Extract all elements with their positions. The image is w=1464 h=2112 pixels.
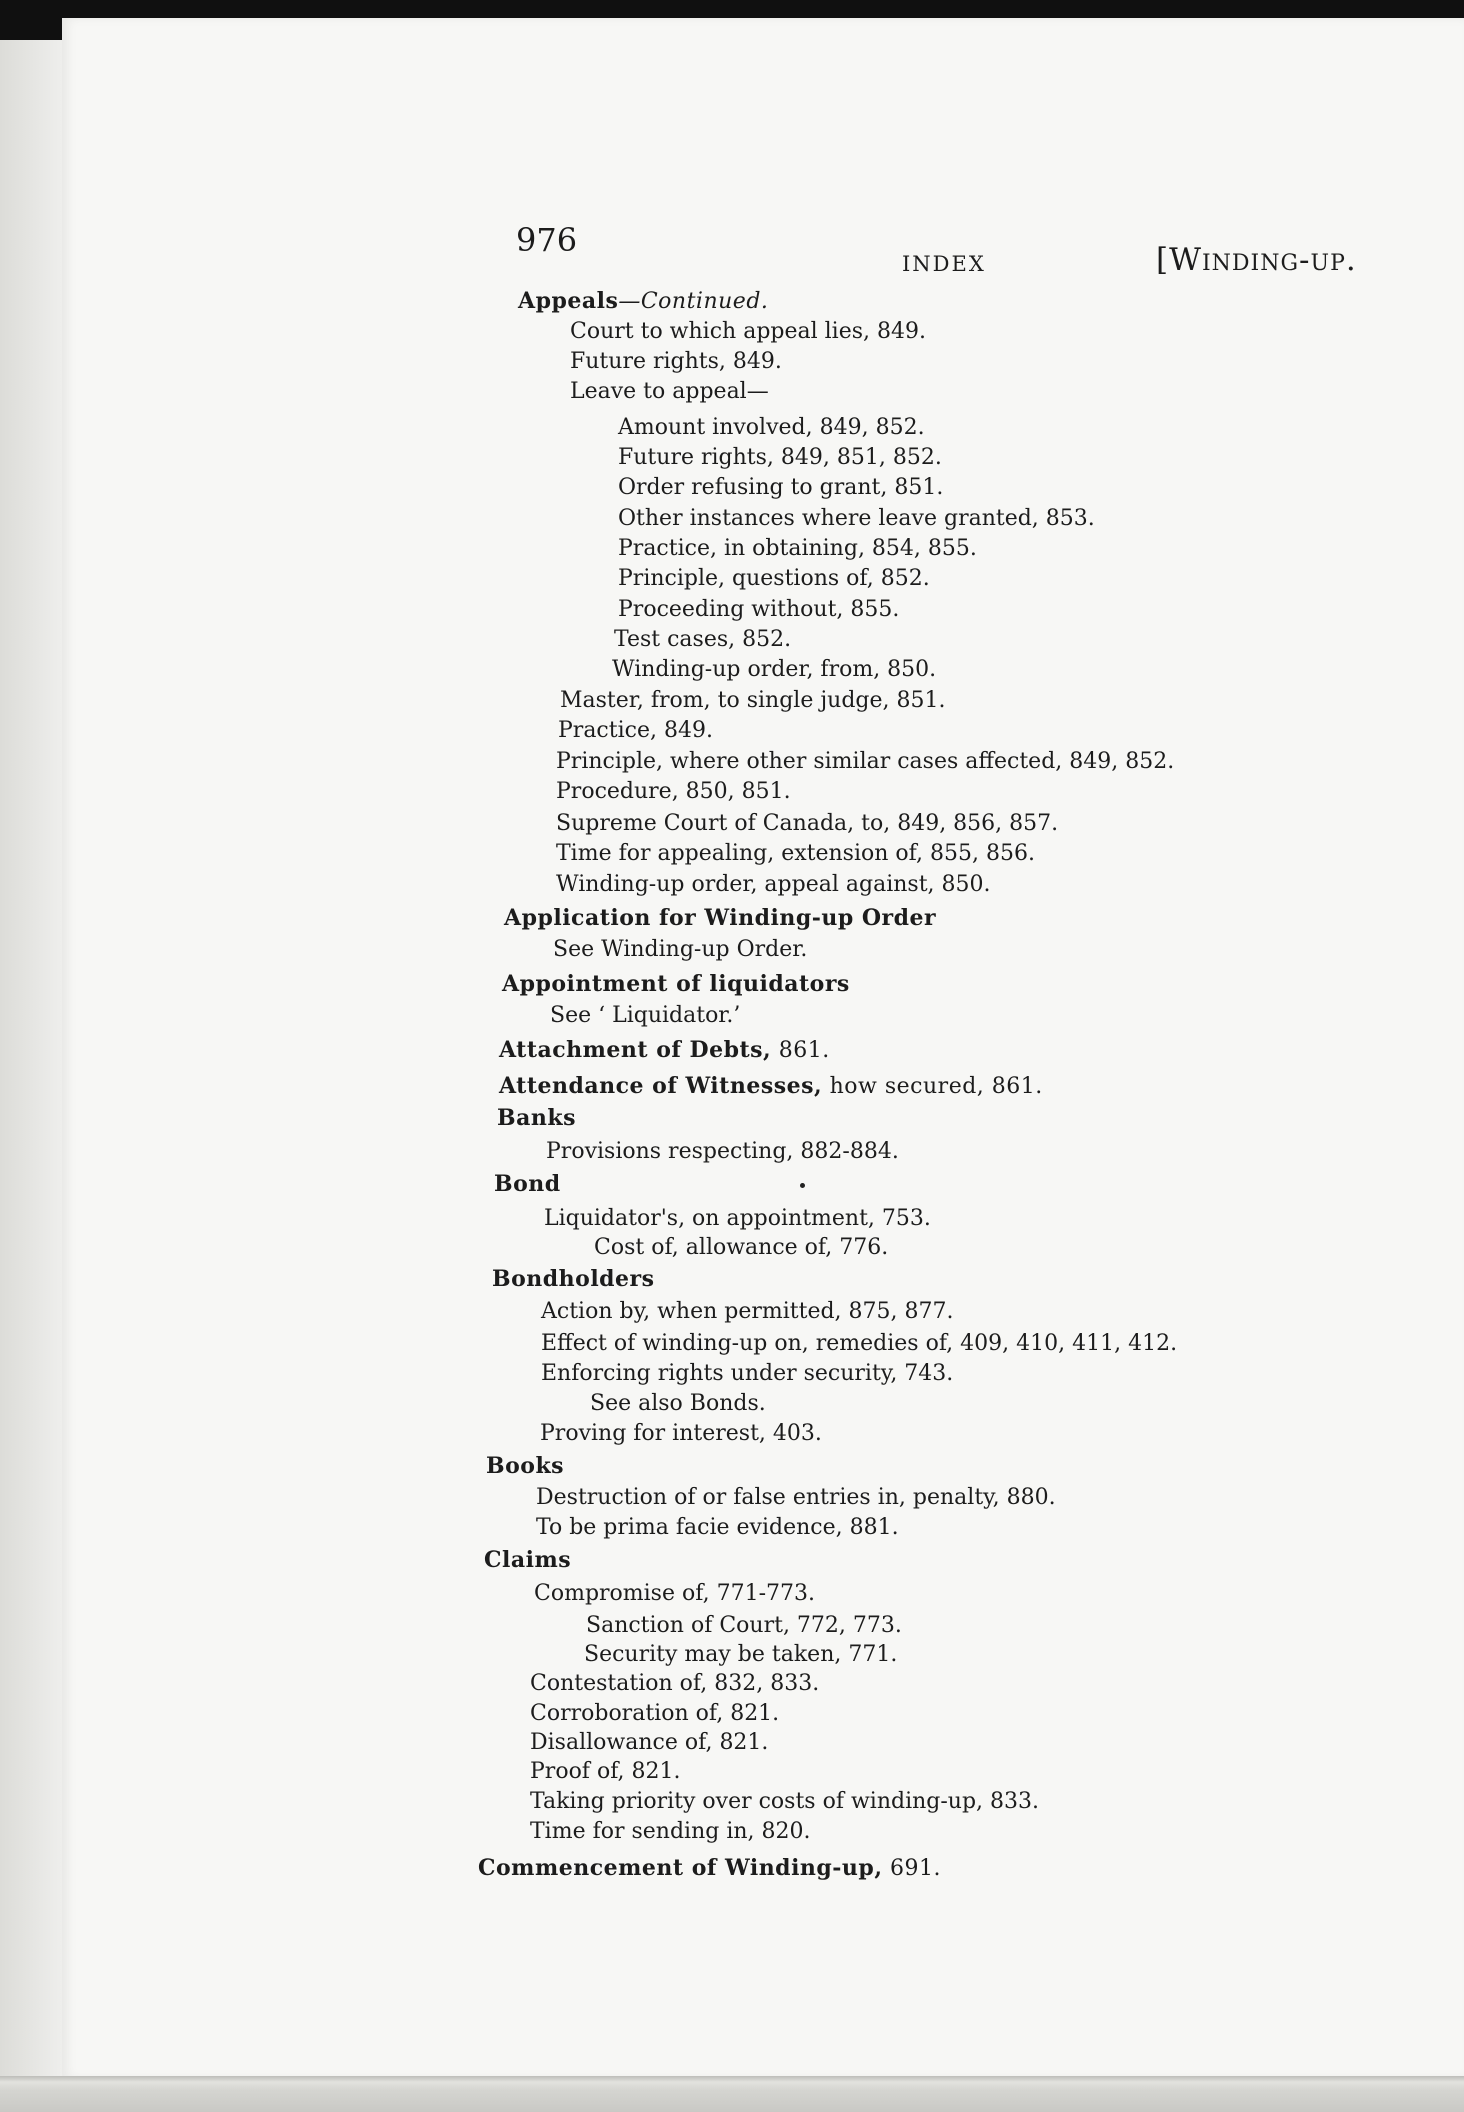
entry-text: Bond (494, 1171, 561, 1197)
entry-text: Amount involved, 849, 852. (618, 415, 925, 440)
entry-reference: 861. (771, 1038, 830, 1063)
index-subentry (618, 565, 930, 593)
entry-text: Supreme Court of Canada, to, 849, 856, 857. (556, 811, 1059, 836)
entry-text: Cost of, allowance of, 776. (594, 1235, 889, 1260)
index-subentry (541, 1330, 1177, 1358)
index-subentry (570, 318, 926, 346)
entry-text: Liquidator's, on appointment, 753. (544, 1206, 931, 1231)
entry-text: Principle, where other similar cases affected, 849, 852. (556, 749, 1175, 774)
entry-text: Security may be taken, 771. (584, 1642, 898, 1667)
entry-text: Bondholders (492, 1266, 655, 1292)
page-edge-left (0, 40, 62, 2112)
entry-text: Attachment of Debts, (499, 1037, 772, 1063)
entry-text: Action by, when permitted, 875, 877. (541, 1299, 954, 1324)
entry-text: Effect of winding-up on, remedies of, 409, 410, 411, 412. (541, 1331, 1178, 1356)
index-heading (484, 1546, 571, 1574)
entry-text: Leave to appeal— (570, 379, 769, 404)
index-subentry (546, 1138, 899, 1166)
index-subentry (530, 1758, 681, 1786)
entry-text: See also Bonds. (590, 1391, 766, 1416)
index-subentry (594, 1234, 888, 1262)
entry-text: Appointment of liquidators (502, 971, 850, 997)
index-subentry (618, 596, 899, 624)
index-subentry (584, 1641, 897, 1669)
index-heading (497, 1104, 576, 1132)
index-subentry (550, 1002, 740, 1030)
entry-text: Books (486, 1453, 565, 1479)
entry-text: Winding-up order, from, 850. (612, 657, 937, 682)
index-heading (518, 287, 768, 316)
entry-text: Future rights, 849. (570, 349, 782, 374)
index-heading (502, 970, 850, 998)
index-subentry (556, 810, 1058, 838)
entry-text: Corroboration of, 821. (530, 1701, 780, 1726)
entry-text: Attendance of Witnesses, (499, 1073, 823, 1099)
index-subentry (560, 687, 945, 715)
entry-text: Procedure, 850, 851. (556, 779, 791, 804)
entry-text: Destruction of or false entries in, penalty, 880. (536, 1485, 1056, 1510)
index-subentry (534, 1580, 815, 1608)
index-subentry (586, 1612, 902, 1640)
index-subentry (540, 1420, 822, 1448)
entry-text: Claims (484, 1547, 572, 1573)
running-title: INDEX (902, 252, 986, 276)
entry-text: Time for sending in, 820. (530, 1819, 811, 1844)
entry-text: Sanction of Court, 772, 773. (586, 1613, 902, 1638)
entry-text: Taking priority over costs of winding-up, 833. (530, 1789, 1040, 1814)
index-subentry (530, 1729, 768, 1757)
index-subentry (618, 414, 925, 442)
entry-text: Contestation of, 832, 833. (530, 1671, 820, 1696)
index-heading (494, 1170, 561, 1198)
index-heading (499, 1036, 830, 1065)
entry-text: Compromise of, 771-773. (534, 1581, 815, 1606)
page-edge-bottom (0, 2076, 1464, 2112)
entry-text: See Winding-up Order. (553, 937, 808, 962)
index-subentry (556, 840, 1035, 868)
entry-text: Disallowance of, 821. (530, 1730, 769, 1755)
entry-reference: how secured, 861. (822, 1074, 1043, 1099)
index-subentry (544, 1205, 931, 1233)
entry-text: Other instances where leave granted, 853. (618, 506, 1095, 531)
index-subentry (618, 505, 1095, 533)
index-subentry (541, 1360, 953, 1388)
index-subentry (556, 871, 991, 899)
index-subentry (558, 717, 713, 745)
entry-text: Commencement of Winding-up, (478, 1855, 883, 1881)
entry-text: Enforcing rights under security, 743. (541, 1361, 954, 1386)
entry-text: Application for Winding-up Order (504, 905, 937, 931)
index-heading (504, 904, 936, 932)
entry-reference: 691. (882, 1856, 941, 1881)
continued-note: —Continued. (618, 289, 769, 314)
entry-text: Future rights, 849, 851, 852. (618, 445, 942, 470)
entry-text: Order refusing to grant, 851. (618, 475, 944, 500)
entry-text: Court to which appeal lies, 849. (570, 319, 926, 344)
entry-text: Proceeding without, 855. (618, 597, 900, 622)
page-number: 976 (516, 221, 578, 259)
index-subentry (612, 656, 936, 684)
index-subentry (556, 748, 1174, 776)
index-subentry (618, 444, 942, 472)
entry-text: Proving for interest, 403. (540, 1421, 822, 1446)
index-subentry (541, 1298, 954, 1326)
index-subentry (570, 348, 782, 376)
stray-mark (800, 1183, 805, 1188)
entry-text: Banks (497, 1105, 576, 1131)
entry-text: Time for appealing, extension of, 855, 856. (556, 841, 1035, 866)
entry-text: See ‘ Liquidator.’ (550, 1003, 741, 1028)
index-heading (492, 1265, 655, 1293)
index-subentry (618, 474, 943, 502)
index-subentry (536, 1514, 899, 1542)
index-heading (486, 1452, 564, 1480)
entry-text: Winding-up order, appeal against, 850. (556, 872, 991, 897)
index-subentry (553, 936, 807, 964)
entry-text: Provisions respecting, 882-884. (546, 1139, 899, 1164)
index-subentry (530, 1670, 819, 1698)
entry-text: Practice, 849. (558, 718, 713, 743)
section-title: [Winding-up. (1156, 242, 1357, 278)
index-subentry (618, 535, 977, 563)
index-heading (499, 1072, 1043, 1101)
index-subentry (530, 1818, 811, 1846)
entry-text: Appeals (518, 288, 619, 314)
index-subentry (614, 626, 791, 654)
index-subentry (570, 378, 769, 406)
entry-text: Principle, questions of, 852. (618, 566, 930, 591)
entry-text: Test cases, 852. (614, 627, 792, 652)
index-subentry (556, 778, 791, 806)
entry-text: To be prima facie evidence, 881. (536, 1515, 899, 1540)
entry-text: Master, from, to single judge, 851. (560, 688, 946, 713)
entry-text: Proof of, 821. (530, 1759, 681, 1784)
entry-text: Practice, in obtaining, 854, 855. (618, 536, 977, 561)
index-subentry (530, 1788, 1039, 1816)
index-subentry (530, 1700, 779, 1728)
index-heading (478, 1854, 941, 1883)
index-subentry (590, 1390, 766, 1418)
index-subentry (536, 1484, 1056, 1512)
